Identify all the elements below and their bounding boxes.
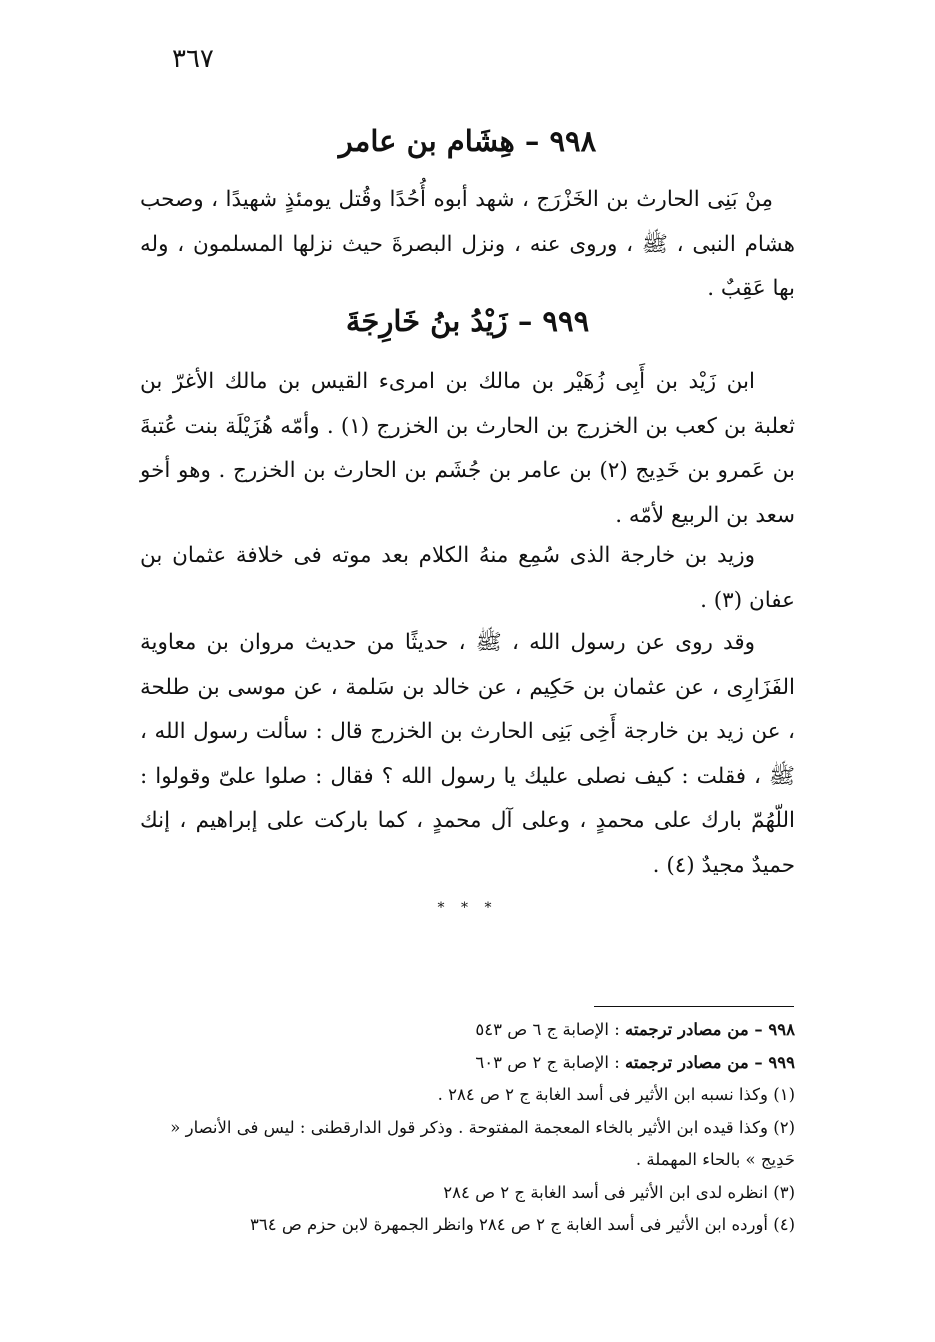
entry-999-paragraph-3: وقد روى عن رسول الله ، ﷺ ، حديثًا من حديث مروان بن معاوية الفَزَارِى ، عن عثمان بن حَكِيم ، عن خالد بن سَلمة ، عن موسى بن طلحة ، عن زيد بن خارجة أَخِى بَنِى الحارث بن الخزرج قال : سألت رسول الله ، ﷺ ، فقلت : كيف نصلى عليك يا رسول الله ؟ فقال : صلوا علىّ وقولوا : اللّهُمّ بارك على محمدٍ ، وعلى آل محمدٍ ، كما باركت على إبراهيم ، إنك حميدٌ مجيدٌ (٤) . <box>140 630 795 878</box>
section-separator: * * * <box>437 900 498 916</box>
page-number: ٣٦٧ <box>172 44 214 74</box>
footnote-source-999 <box>136 1047 795 1080</box>
footnotes <box>136 1014 795 1242</box>
footnote-source-998-label: ٩٩٨ – من مصادر ترجمته <box>625 1020 795 1039</box>
footnote-rule <box>594 1006 794 1007</box>
footnote-source-998-text: : الإصابة ج ٦ ص ٥٤٣ <box>475 1020 626 1039</box>
entry-999-paragraph-1: ابن زَيْد بن أَبِى زُهَيْر بن مالك بن امرىء القيس بن مالك الأغرّ بن ثعلبة بن كعب بن الخزرج بن الحارث بن الخزرج (١) . وأمّه هُزَيْلَة بنت عُتبةَ بن عَمرو بن خَدِيج (٢) بن عامر بن جُشَم بن الحارث بن الخزرج . وهو أخو سعد بن الربيع لأمّه . <box>140 369 795 528</box>
footnote-source-999-label: ٩٩٩ – من مصادر ترجمته <box>625 1052 795 1072</box>
entry-999-paragraph-2: وزيد بن خارجة الذى سُمِع منهُ الكلام بعد موته فى خلافة عثمان بن عفان (٣) . <box>140 543 795 613</box>
footnote-source-999-text: : الإصابة ج ٢ ص ٦٠٣ <box>475 1052 626 1072</box>
footnote-3: (٣) انظره لدى ابن الأثير فى أسد الغابة ج ٢ ص ٢٨٤ <box>443 1182 795 1202</box>
footnote-1: (١) وكذا نسبه ابن الأثير فى أسد الغابة ج ٢ ص ٢٨٤ . <box>437 1085 795 1104</box>
entry-998-paragraph: مِنْ بَنِى الحارث بن الخَزْرَج ، شهد أبوه أُحُدًا وقُتل يومئذٍ شهيدًا ، وصحب هشام النبى ، ﷺ ، وروى عنه ، ونزل البصرةَ حيث نزلها المسلمون ، وله بها عَقِبٌ . <box>140 187 795 301</box>
entry-998-title: ٩٩٨ – هِشَام بن عامر <box>338 124 597 158</box>
entry-999-title: ٩٩٩ – زَيْدُ بنُ خَارِجَةَ <box>345 304 590 338</box>
footnote-2: (٢) وكذا قيده ابن الأثير بالخاء المعجمة المفتوحة . وذكر قول الدارقطنى : ليس فى الأنصار « حَدِيج » بالحاء المهملة . <box>170 1117 795 1169</box>
footnote-4: (٤) أورده ابن الأثير فى أسد الغابة ج ٢ ص ٢٨٤ وانظر الجمهرة لابن حزم ص ٣٦٤ <box>250 1215 795 1234</box>
footnote-source-998 <box>136 1014 795 1047</box>
